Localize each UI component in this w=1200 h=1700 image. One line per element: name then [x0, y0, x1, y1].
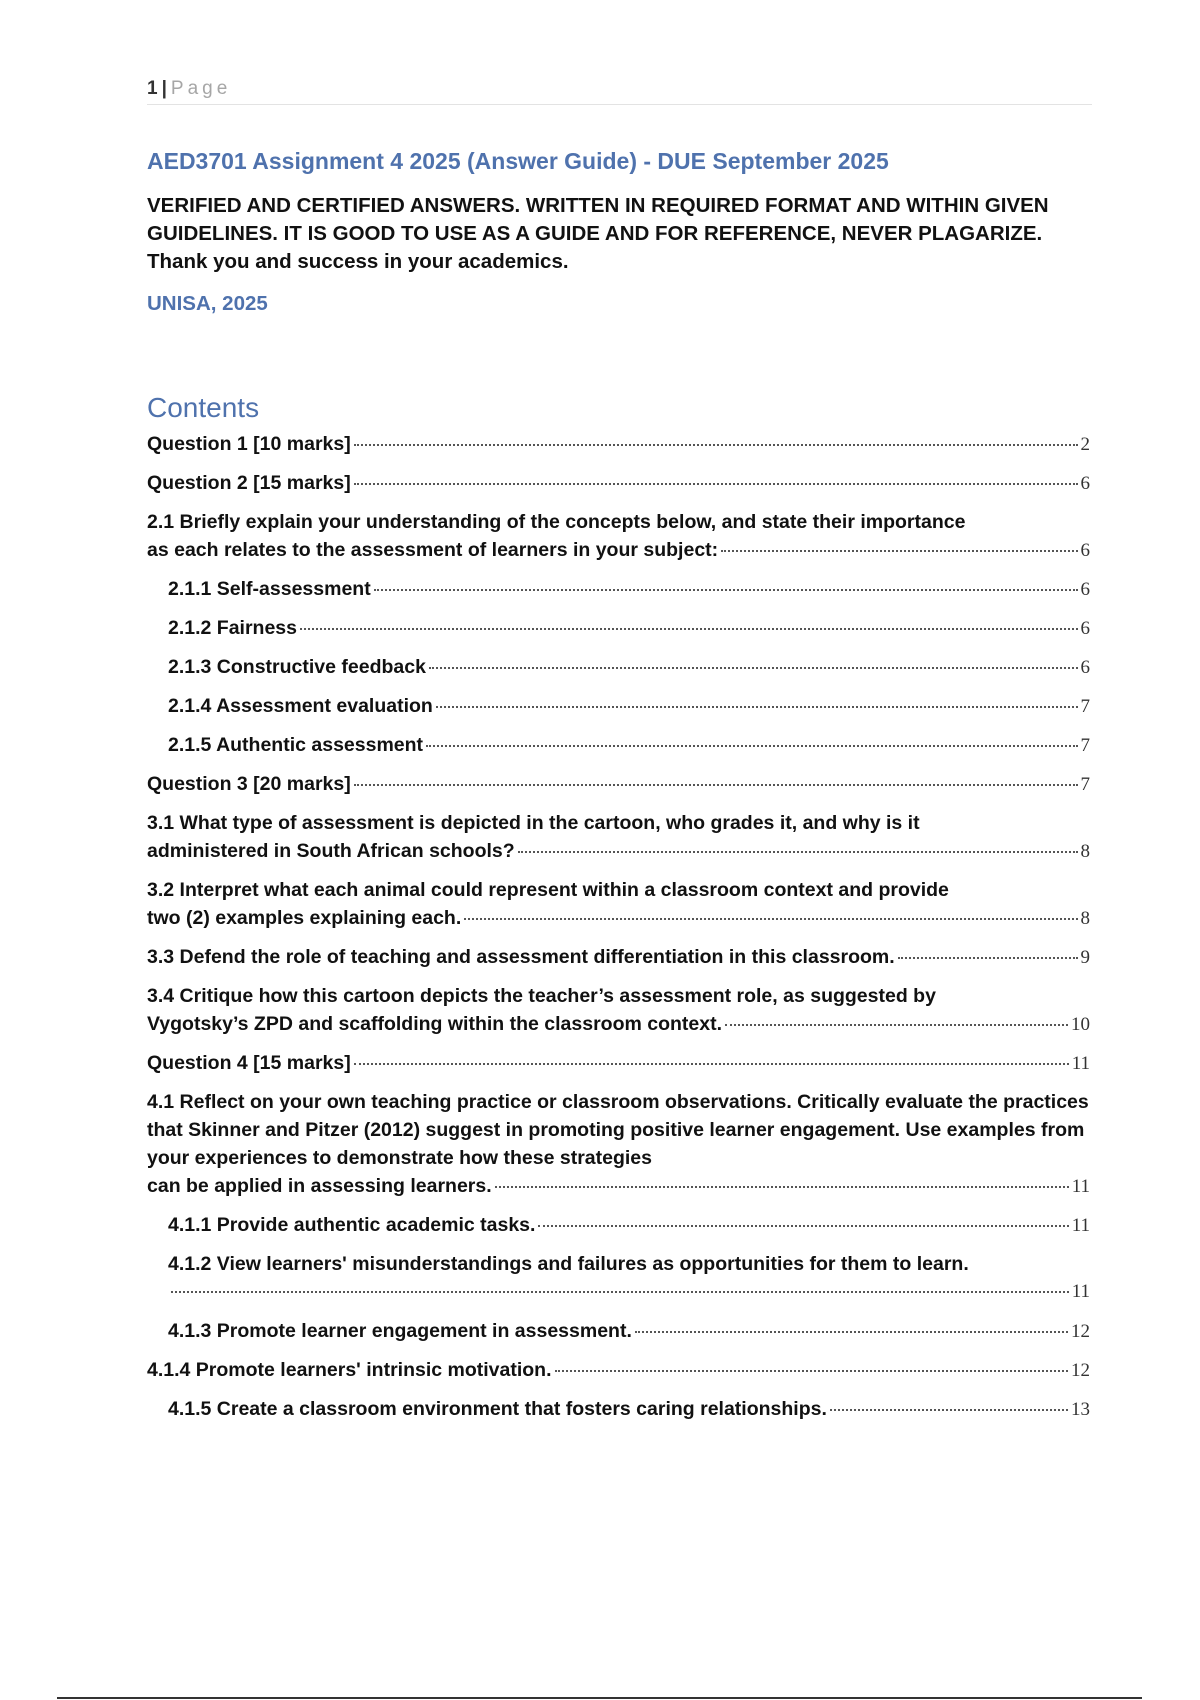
- toc-page-number: 7: [1080, 735, 1090, 756]
- toc-leader: [436, 706, 1078, 708]
- toc-leader: [725, 1024, 1068, 1026]
- toc-leader: [635, 1331, 1068, 1333]
- toc-leader: [721, 550, 1077, 552]
- toc-leader: [830, 1409, 1068, 1411]
- toc-entry-2-1-1[interactable]: [168, 575, 1090, 604]
- toc-leader: [354, 784, 1078, 786]
- header-separator: |: [161, 78, 167, 99]
- toc-leader: [538, 1225, 1068, 1227]
- page-header: [147, 76, 1092, 105]
- toc-entry-4-1-1[interactable]: [168, 1211, 1090, 1240]
- toc-entry-text: 4.1.3 Promote learner engagement in assessment.: [168, 1320, 632, 1342]
- toc-leader: [426, 745, 1077, 747]
- toc-leader: [354, 444, 1078, 446]
- toc-entry-4-1[interactable]: [147, 1088, 1090, 1201]
- toc-entry-4-1-2[interactable]: [168, 1250, 1090, 1306]
- toc-entry-4-1-5[interactable]: [168, 1395, 1090, 1424]
- toc-entry-question-1[interactable]: [147, 430, 1090, 459]
- toc-entry-text: two (2) examples explaining each.: [147, 907, 462, 929]
- document-notice: VERIFIED AND CERTIFIED ANSWERS. WRITTEN IN REQUIRED FORMAT AND WITHIN GIVEN GUIDELINES. IT IS GOOD TO USE AS A GUIDE AND FOR REFERENCE, NEVER PLAGARIZE. Thank you and success in your academics.: [147, 194, 1049, 273]
- toc-page-number: 13: [1071, 1399, 1090, 1420]
- toc-page-number: 11: [1071, 1176, 1090, 1197]
- toc-entry-first-line: 3.1 What type of assessment is depicted in the cartoon, who grades it, and why is it: [147, 812, 920, 834]
- toc-page-number: 11: [1071, 1281, 1090, 1302]
- toc-entry-text: Question 1 [10 marks]: [147, 433, 351, 455]
- toc-entry-text: 2.1.2 Fairness: [168, 617, 297, 639]
- toc-page-number: 6: [1080, 657, 1090, 678]
- toc-entry-text: 4.1.1 Provide authentic academic tasks.: [168, 1214, 536, 1236]
- toc-entry-text: Question 2 [15 marks]: [147, 472, 351, 494]
- toc-entry-text: 2.1.3 Constructive feedback: [168, 656, 426, 678]
- toc-entry-first-line: 3.4 Critique how this cartoon depicts the teacher’s assessment role, as suggested by: [147, 985, 936, 1007]
- toc-entry-text: 4.1.4 Promote learners' intrinsic motivation.: [147, 1359, 552, 1381]
- toc-leader: [429, 667, 1078, 669]
- toc-leader: [555, 1370, 1068, 1372]
- toc-page-number: 9: [1080, 947, 1090, 968]
- toc-entry-text: Question 3 [20 marks]: [147, 773, 351, 795]
- bottom-rule: [57, 1697, 1142, 1699]
- toc-leader: [464, 918, 1077, 920]
- toc-entry-text: 2.1.1 Self-assessment: [168, 578, 371, 600]
- toc-entry-3-2[interactable]: [147, 876, 1090, 933]
- toc-leader: [300, 628, 1078, 630]
- toc-leader: [374, 589, 1078, 591]
- toc-entry-question-2[interactable]: [147, 469, 1090, 498]
- toc-leader: [354, 1063, 1069, 1065]
- toc-page-number: 2: [1080, 434, 1090, 455]
- toc-entry-3-4[interactable]: [147, 982, 1090, 1039]
- toc-page-number: 12: [1071, 1321, 1090, 1342]
- toc-entry-2-1-2[interactable]: [168, 614, 1090, 643]
- document-organization: UNISA, 2025: [147, 292, 268, 315]
- toc-entry-text: 3.3 Defend the role of teaching and assessment differentiation in this classroom.: [147, 946, 895, 968]
- toc-entry-2-1[interactable]: [147, 508, 1090, 565]
- toc-entry-2-1-5[interactable]: [168, 731, 1090, 760]
- toc-leader: [495, 1186, 1069, 1188]
- toc-entry-2-1-4[interactable]: [168, 692, 1090, 721]
- toc-entry-4-1-3[interactable]: [168, 1317, 1090, 1346]
- toc-page-number: 12: [1071, 1360, 1090, 1381]
- toc-entry-4-1-4[interactable]: [147, 1356, 1090, 1385]
- toc-leader: [171, 1291, 1069, 1293]
- page-label: Page: [170, 78, 232, 99]
- toc-entry-3-3[interactable]: [147, 943, 1090, 972]
- toc-entry-text: Question 4 [15 marks]: [147, 1052, 351, 1074]
- toc-entry-3-1[interactable]: [147, 809, 1090, 866]
- toc-entry-text: 2.1.4 Assessment evaluation: [168, 695, 433, 717]
- toc-entry-text: 2.1.5 Authentic assessment: [168, 734, 424, 756]
- toc-page-number: 7: [1080, 696, 1090, 717]
- page-number: 1: [147, 78, 158, 99]
- toc-page-number: 11: [1071, 1053, 1090, 1074]
- toc-entry-text: can be applied in assessing learners.: [147, 1175, 492, 1197]
- toc-entry-question-3[interactable]: [147, 770, 1090, 799]
- toc-entry-2-1-3[interactable]: [168, 653, 1090, 682]
- toc-page-number: 6: [1080, 579, 1090, 600]
- toc-entry-first-lines: 4.1 Reflect on your own teaching practice or classroom observations. Critically evaluate the practices that Skinner and Pitzer (2012) suggest in promoting positive learner engagement. Use examples from your experiences to demonstrate how these strategies: [147, 1091, 1089, 1169]
- toc-leader: [354, 483, 1078, 485]
- toc-entry-text: Vygotsky’s ZPD and scaffolding within the classroom context.: [147, 1013, 722, 1035]
- toc-page-number: 8: [1080, 908, 1090, 929]
- toc-page-number: 10: [1071, 1014, 1090, 1035]
- toc-page-number: 11: [1071, 1215, 1090, 1236]
- toc-entry-first-line: 3.2 Interpret what each animal could represent within a classroom context and provide: [147, 879, 949, 901]
- toc-entry-text: as each relates to the assessment of learners in your subject:: [147, 539, 719, 561]
- toc-page-number: 7: [1080, 774, 1090, 795]
- toc-page-number: 6: [1080, 473, 1090, 494]
- document-title: AED3701 Assignment 4 2025 (Answer Guide) - DUE September 2025: [147, 148, 889, 174]
- toc-leader: [898, 957, 1078, 959]
- toc-entry-text: administered in South African schools?: [147, 840, 515, 862]
- toc-entry-text: 4.1.5 Create a classroom environment that fosters caring relationships.: [168, 1398, 827, 1420]
- toc-page-number: 8: [1080, 841, 1090, 862]
- toc-page-number: 6: [1080, 618, 1090, 639]
- toc-entry-question-4[interactable]: [147, 1049, 1090, 1078]
- toc-leader: [518, 851, 1078, 853]
- toc-entry-first-line: 2.1 Briefly explain your understanding of the concepts below, and state their importance: [147, 511, 966, 533]
- toc-heading: Contents: [147, 392, 260, 423]
- toc-page-number: 6: [1080, 540, 1090, 561]
- toc-entry-first-line: 4.1.2 View learners' misunderstandings and failures as opportunities for them to learn.: [168, 1253, 969, 1275]
